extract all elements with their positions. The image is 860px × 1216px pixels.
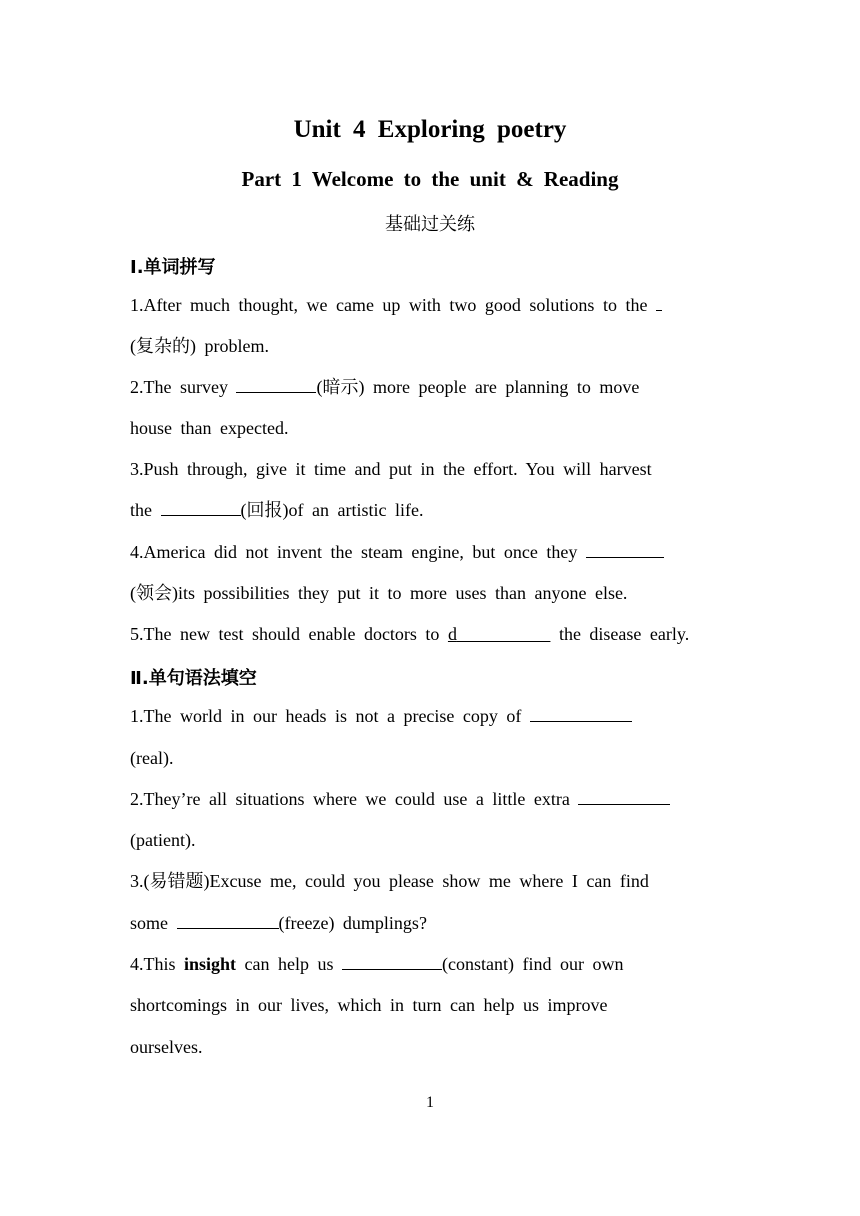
s1-q2-text-a: 2.The survey	[130, 377, 228, 397]
section-2-heading: Ⅱ.单句语法填空	[130, 668, 257, 689]
s1-q1-blank[interactable]	[656, 294, 662, 311]
s2-q1-line2: (real).	[130, 748, 174, 768]
s1-q4-text: 4.America did not invent the steam engine, but once they	[130, 542, 578, 562]
section-group-heading: 基础过关练	[385, 214, 475, 235]
s2-q1-blank[interactable]	[530, 705, 632, 722]
s1-q2-line1	[130, 375, 730, 399]
s2-q3-text-b: (freeze) dumplings?	[278, 913, 427, 933]
s1-q1-text: 1.After much thought, we came up with two good solutions to the	[130, 295, 648, 315]
s1-q5-text-b: the disease early.	[558, 624, 690, 644]
s1-q5-blank[interactable]	[448, 624, 551, 644]
section-1-heading: Ⅰ.单词拼写	[130, 257, 216, 278]
s2-q1-text: 1.The world in our heads is not a precise copy of	[130, 706, 522, 726]
s2-q3-text-a: some	[130, 913, 168, 933]
s2-q4-line1	[130, 952, 730, 976]
s1-q1-line1	[130, 293, 730, 317]
s1-q2-blank[interactable]	[236, 376, 316, 393]
part-subtitle: Part 1 Welcome to the unit & Reading	[241, 167, 619, 191]
unit-title: Unit 4 Exploring poetry	[293, 116, 567, 143]
s2-q2-blank[interactable]	[578, 788, 670, 805]
s2-q3-line1: 3.(易错题)Excuse me, could you please show me where I can find	[130, 871, 649, 891]
s2-q2-text: 2.They’re all situations where we could use a little extra	[130, 789, 570, 809]
s1-q2-text-b: (暗示) more people are planning to move	[316, 377, 640, 397]
s1-q3-text-b: (回报)of an artistic life.	[240, 500, 424, 520]
s1-q5-line1	[130, 622, 730, 646]
s2-q4-text-a: 4.This	[130, 954, 176, 974]
s1-q3-line1: 3.Push through, give it time and put in the effort. You will harvest	[130, 459, 652, 479]
s2-q4-line3: ourselves.	[130, 1037, 203, 1057]
s1-q4-line2: (领会)its possibilities they put it to more uses than anyone else.	[130, 583, 628, 603]
s1-q3-blank[interactable]	[161, 499, 241, 516]
s2-q3-blank[interactable]	[177, 912, 279, 929]
s1-q5-initial-letter: d	[447, 624, 457, 644]
s1-q2-line2: house than expected.	[130, 418, 289, 438]
s2-q4-keyword: insight	[184, 954, 237, 974]
s1-q4-blank[interactable]	[586, 541, 664, 558]
s1-q3-line2	[130, 498, 730, 522]
s2-q3-line2	[130, 911, 730, 935]
s1-q1-line2: (复杂的) problem.	[130, 336, 269, 356]
s1-q5-text-a: 5.The new test should enable doctors to	[130, 624, 440, 644]
s1-q3-text-a: the	[130, 500, 152, 520]
s2-q4-blank[interactable]	[342, 953, 442, 970]
s2-q4-text-c: (constant) find our own	[442, 954, 624, 974]
s1-q4-line1	[130, 540, 730, 564]
s2-q4-line2: shortcomings in our lives, which in turn can help us improve	[130, 995, 608, 1015]
s2-q2-line2: (patient).	[130, 830, 196, 850]
page-number: 1	[426, 1094, 434, 1111]
s2-q1-line1	[130, 704, 730, 728]
s2-q4-text-b: can help us	[244, 954, 334, 974]
s2-q2-line1	[130, 787, 730, 811]
